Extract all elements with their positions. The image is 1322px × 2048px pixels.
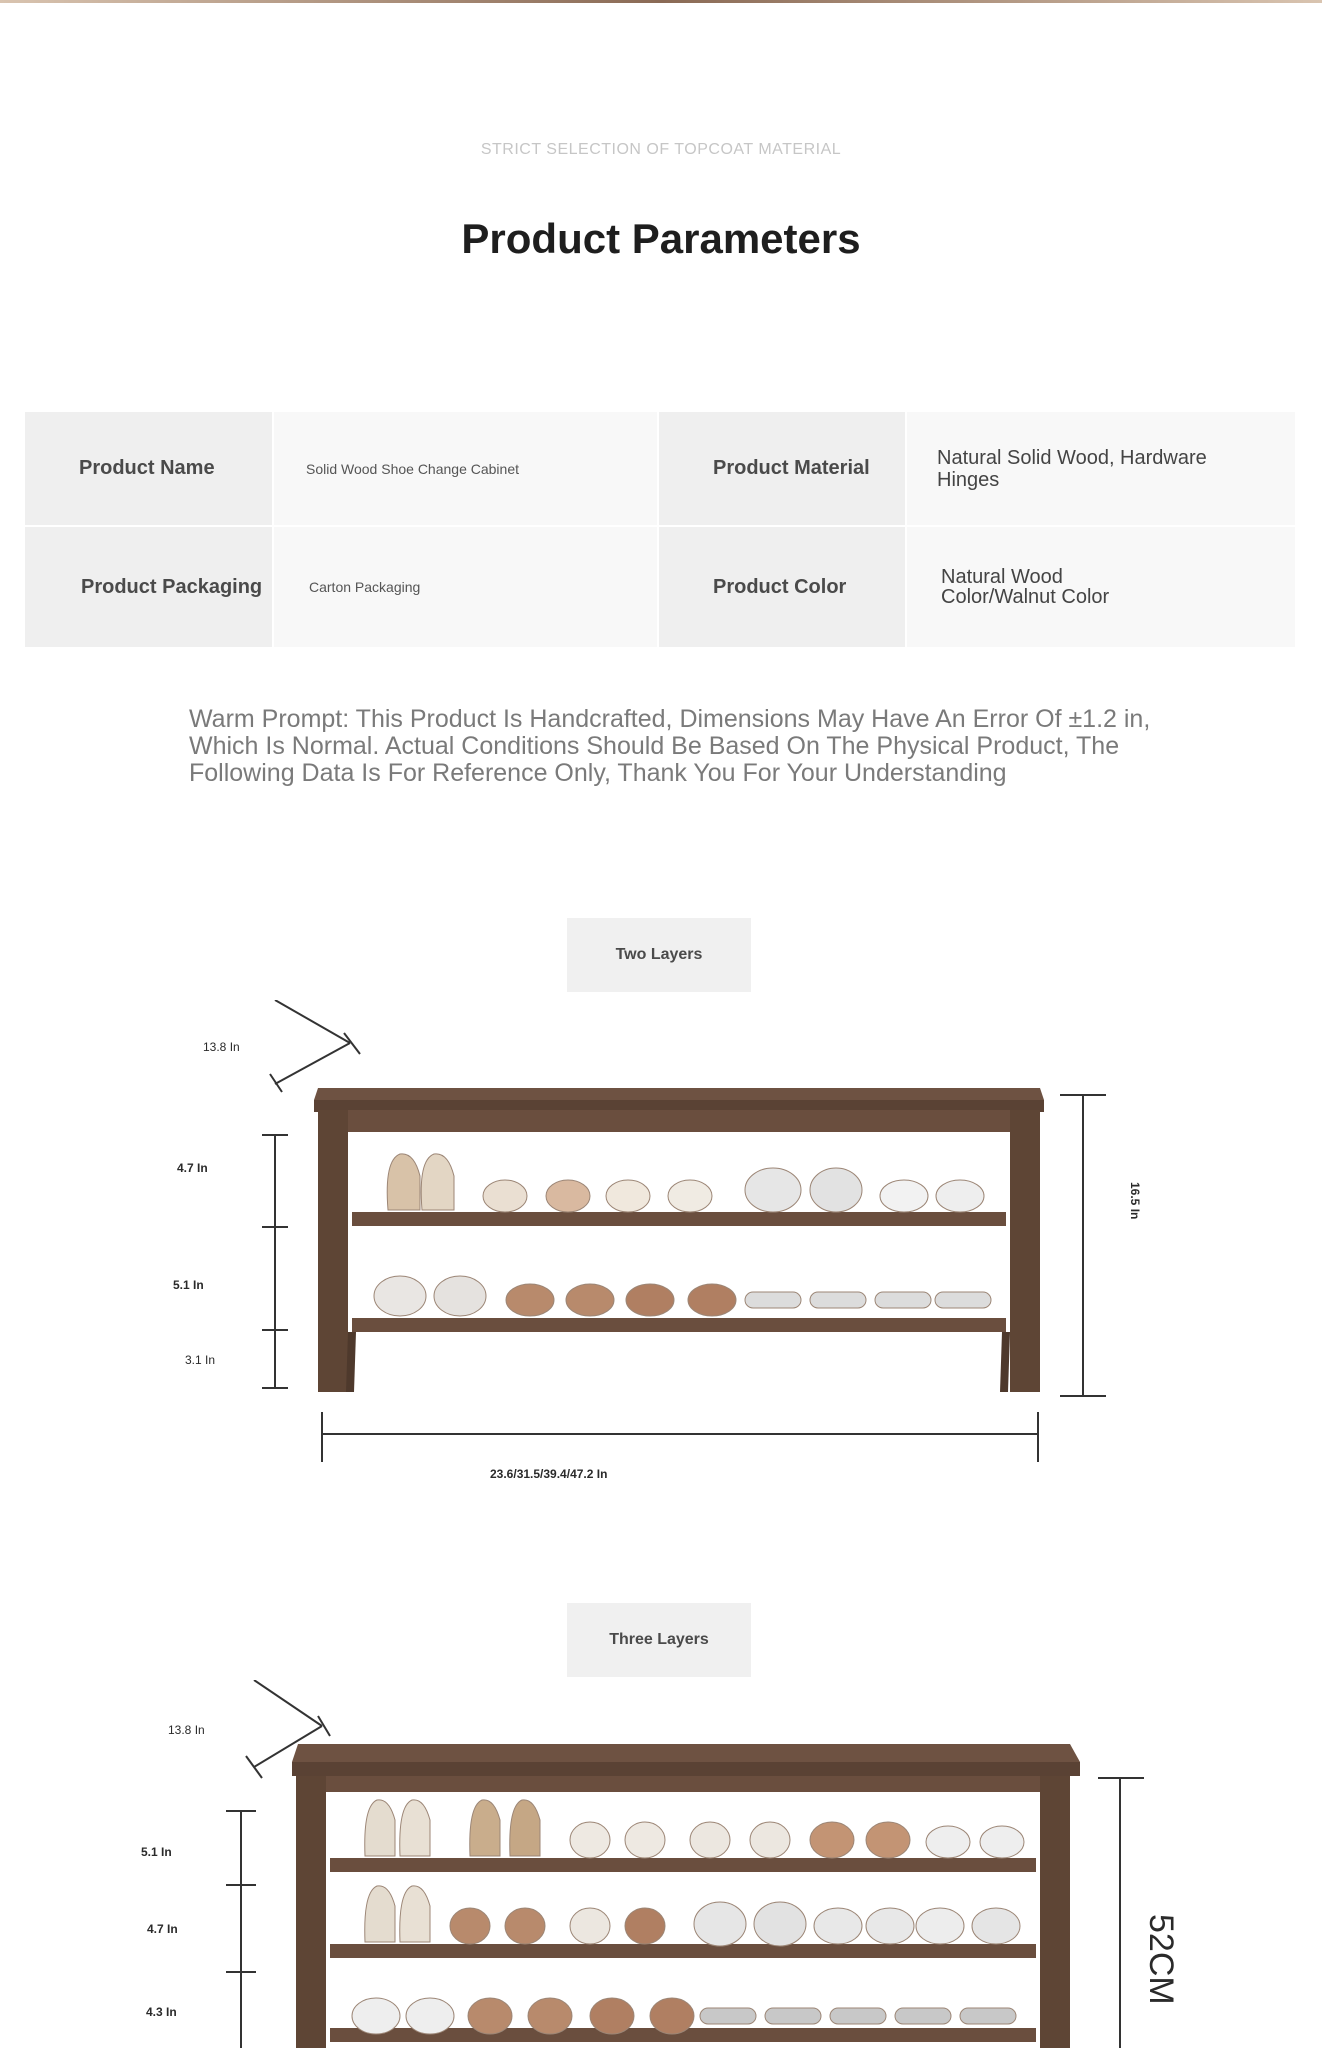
warm-prompt-text: Warm Prompt: This Product Is Handcrafted, Dimensions May Have An Error Of ±1.2 in, Which Is Normal. Actual Conditions Should Be Based On The Physical Product, The Following Data Is For Reference Only, Thank You For Your Understanding [189, 705, 1151, 787]
two-layer-leg-height-label: 3.1 In [185, 1353, 216, 1367]
two-layer-width-label: 23.6/31.5/39.4/47.2 In [490, 1467, 608, 1481]
two-layer-total-height-label: 16.5 In [1128, 1182, 1142, 1220]
three-layer-depth-label: 13.8 In [168, 1723, 205, 1737]
product-color-label: Product Color [659, 527, 905, 647]
two-layer-upper-gap-label: 4.7 In [177, 1161, 208, 1175]
product-name-value: Solid Wood Shoe Change Cabinet [274, 412, 657, 525]
three-layer-shelf [292, 1744, 1080, 2048]
parameters-table [25, 412, 1295, 647]
two-layer-depth-label: 13.8 In [203, 1040, 240, 1054]
two-layer-shelf [314, 1088, 1044, 1392]
three-layer-total-height-label: 52CM [1142, 1914, 1180, 2005]
product-material-label: Product Material [659, 412, 905, 525]
three-layers-tag: Three Layers [567, 1603, 751, 1677]
product-name-label: Product Name [25, 412, 272, 525]
three-layer-shelf-diagram [0, 1680, 1322, 2048]
product-material-value: Natural Solid Wood, Hardware Hinges [907, 412, 1295, 525]
three-layer-gap-2-label: 4.7 In [147, 1922, 178, 1936]
top-accent-line [0, 0, 1322, 3]
product-color-value: Natural Wood Color/Walnut Color [907, 527, 1295, 647]
two-layer-shelf-diagram [0, 1000, 1322, 1500]
two-layers-tag: Two Layers [567, 918, 751, 992]
page-title: Product Parameters [461, 215, 861, 262]
section-subtitle: STRICT SELECTION OF TOPCOAT MATERIAL [480, 141, 842, 158]
three-layer-gap-3-label: 4.3 In [146, 2005, 177, 2019]
product-packaging-label: Product Packaging [25, 527, 272, 647]
two-layer-lower-gap-label: 5.1 In [173, 1278, 204, 1292]
product-packaging-value: Carton Packaging [274, 527, 657, 647]
three-layer-gap-1-label: 5.1 In [141, 1845, 172, 1859]
